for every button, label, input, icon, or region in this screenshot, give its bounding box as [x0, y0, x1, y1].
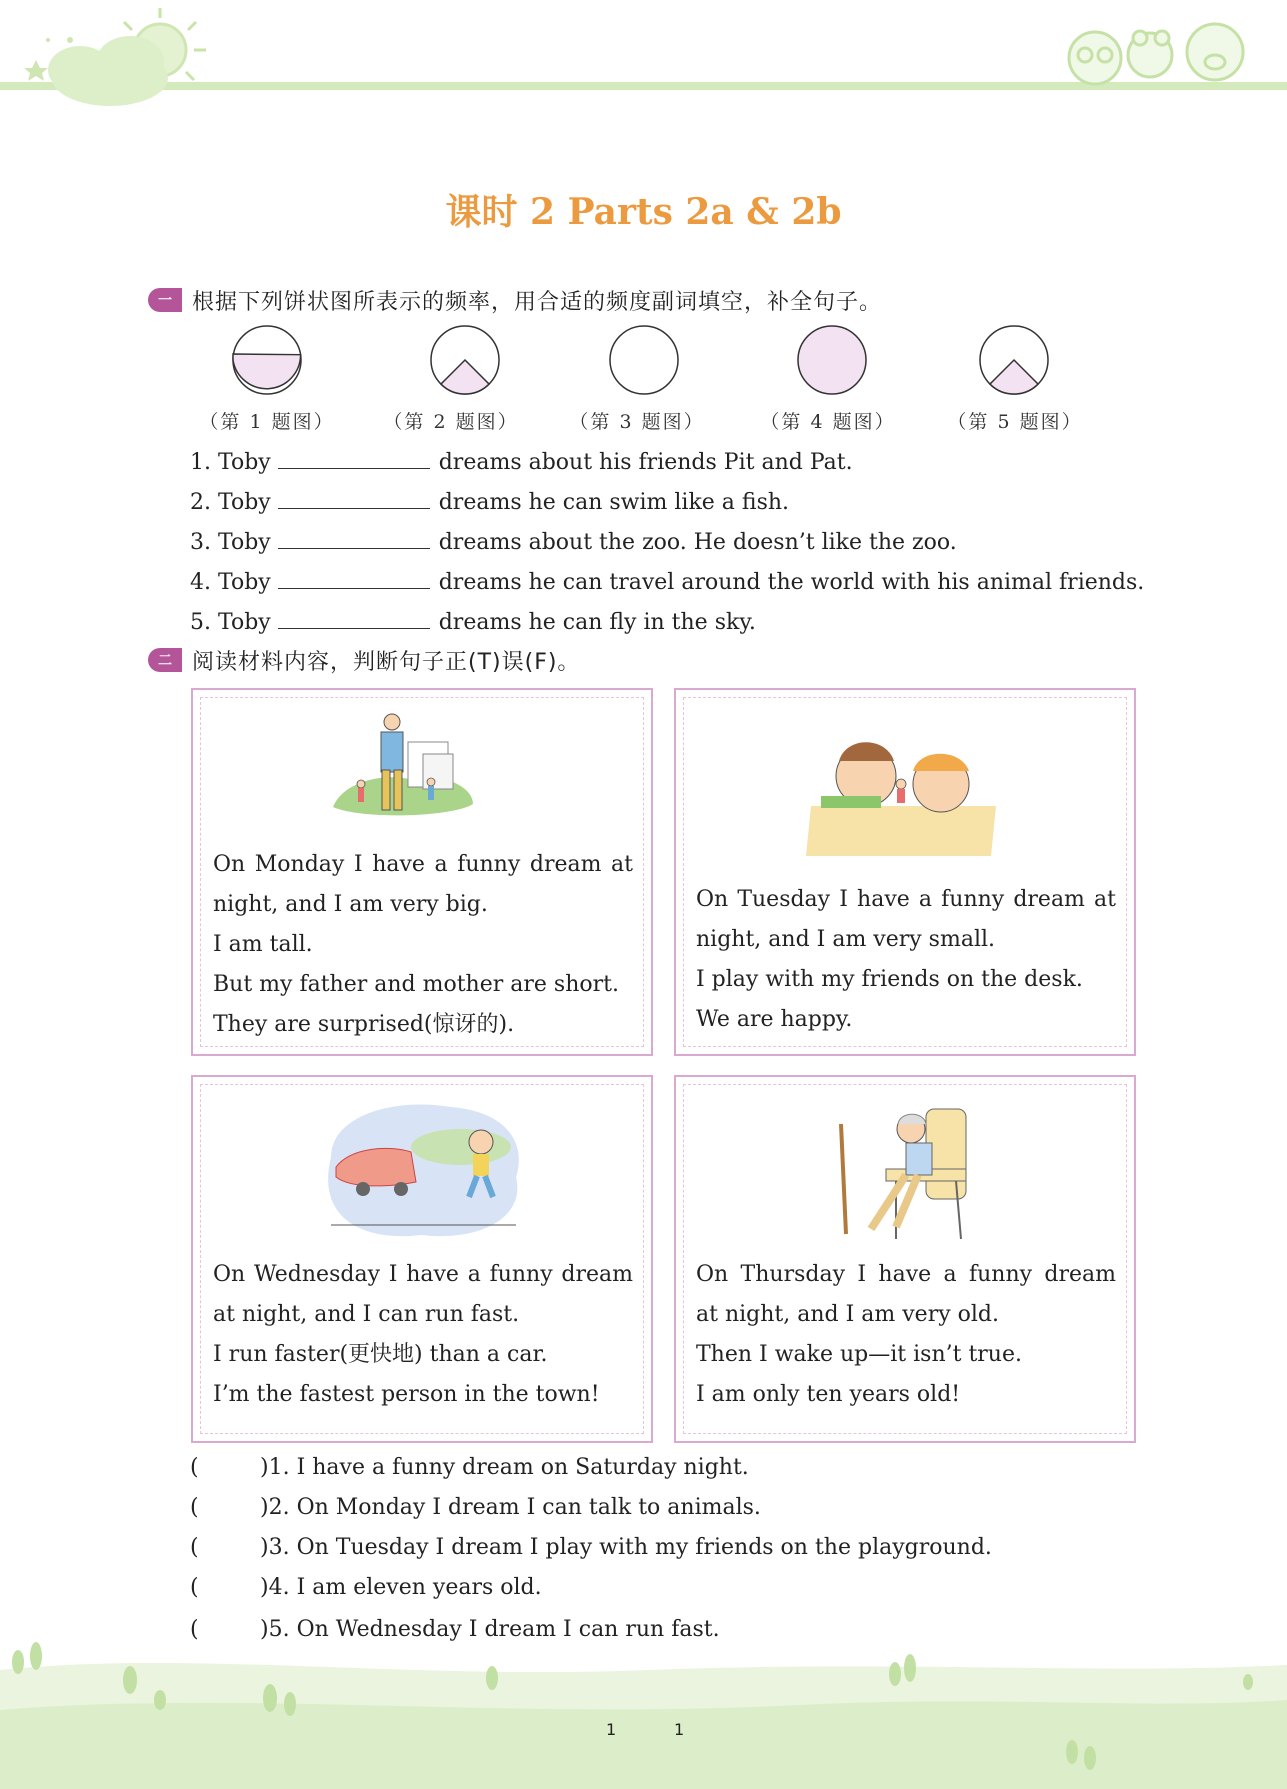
- pie-chart-4: [798, 326, 866, 394]
- pie-charts: [0, 318, 1287, 404]
- card-wednesday-line-1: On Wednesday I have a funny dream: [213, 1262, 633, 1287]
- card-thursday-line-2: at night, and I am very old.: [696, 1302, 999, 1327]
- card-tuesday-line-4: We are happy.: [696, 1007, 853, 1032]
- tf-answer-3[interactable]: (: [190, 1535, 199, 1560]
- card-wednesday-line-4: I’m the fastest person in the town!: [213, 1382, 600, 1407]
- reading-card-monday: [191, 688, 653, 1056]
- sentence-2-text: dreams he can swim like a fish.: [438, 490, 790, 515]
- page-number-right: 1: [674, 1720, 685, 1739]
- sentence-3: [190, 526, 957, 556]
- pie-caption-1: （第 1 题图）: [199, 411, 335, 433]
- footer-landscape: [0, 1640, 1287, 1789]
- tf-question-3-text: )3. On Tuesday I dream I play with my friends on the playground.: [260, 1535, 992, 1560]
- sentence-2-blank[interactable]: [278, 486, 430, 509]
- sentence-5-number: 5. Toby: [190, 610, 271, 635]
- sentence-5-text: dreams he can fly in the sky.: [438, 610, 756, 635]
- pie-chart-5: [980, 326, 1048, 394]
- pie-chart-2: [431, 326, 499, 394]
- pie-caption-3: （第 3 题图）: [569, 411, 705, 433]
- page-number-left: 1: [606, 1720, 617, 1739]
- card-monday-text: [213, 845, 633, 1045]
- card-thursday-line-1: On Thursday I have a funny dream: [696, 1262, 1116, 1287]
- sentence-3-number: 3. Toby: [190, 530, 271, 555]
- card-wednesday-text: [213, 1255, 633, 1415]
- sentence-1-number: 1. Toby: [190, 450, 271, 475]
- sentence-5-blank[interactable]: [278, 606, 430, 629]
- old-man-illustration: [826, 1099, 986, 1249]
- tf-question-1: [190, 1455, 749, 1485]
- tf-question-5-text: )5. On Wednesday I dream I can run fast.: [260, 1617, 720, 1642]
- pie-caption-4: （第 4 题图）: [760, 411, 896, 433]
- reading-card-wednesday: [191, 1075, 653, 1443]
- pie-caption-5: （第 5 题图）: [947, 411, 1083, 433]
- card-wednesday-line-3: I run faster(更快地) than a car.: [213, 1342, 548, 1367]
- tf-question-4: [190, 1575, 542, 1605]
- sentence-4-blank[interactable]: [278, 566, 430, 589]
- card-monday-line-1: On Monday I have a funny dream at: [213, 852, 633, 877]
- section-2-header: [148, 644, 580, 676]
- card-monday-line-5: They are surprised(惊讶的).: [213, 1012, 515, 1037]
- section-2-badge: 二: [148, 648, 182, 672]
- card-tuesday-line-1: On Tuesday I have a funny dream at: [696, 887, 1116, 912]
- sentence-4-text: dreams he can travel around the world with his animal friends.: [438, 570, 1145, 595]
- reading-card-thursday: [674, 1075, 1136, 1443]
- sentence-4: [190, 566, 1144, 596]
- tf-question-1-text: )1. I have a funny dream on Saturday night.: [260, 1455, 749, 1480]
- sentence-1-blank[interactable]: [278, 446, 430, 469]
- tf-answer-1[interactable]: (: [190, 1455, 199, 1480]
- card-tuesday-text: [696, 880, 1116, 1040]
- pie-chart-3: [610, 326, 678, 394]
- card-monday-line-3: I am tall.: [213, 932, 313, 957]
- header-decoration: [0, 0, 1287, 120]
- page-title: 课时 2 Parts 2a & 2b: [445, 191, 842, 233]
- section-1-badge: 一: [148, 288, 182, 312]
- reading-card-tuesday: [674, 688, 1136, 1056]
- tf-answer-5[interactable]: (: [190, 1617, 199, 1642]
- card-monday-line-2: night, and I am very big.: [213, 892, 488, 917]
- card-thursday-line-3: Then I wake up—it isn’t true.: [696, 1342, 1022, 1367]
- card-tuesday-line-2: night, and I am very small.: [696, 927, 996, 952]
- tf-question-4-text: )4. I am eleven years old.: [260, 1575, 542, 1600]
- section-1-header: [148, 284, 882, 316]
- pie-caption-2: （第 2 题图）: [383, 411, 519, 433]
- tf-answer-4[interactable]: (: [190, 1575, 199, 1600]
- card-monday-line-4: But my father and mother are short.: [213, 972, 619, 997]
- running-boy-illustration: [311, 1097, 533, 1243]
- giant-boy-illustration: [323, 712, 483, 822]
- section-1-instruction: 根据下列饼状图所表示的频率，用合适的频度副词填空，补全句子。: [192, 289, 883, 315]
- card-thursday-text: [696, 1255, 1116, 1415]
- tf-question-2: [190, 1495, 761, 1525]
- sentence-3-blank[interactable]: [278, 526, 430, 549]
- tf-question-2-text: )2. On Monday I dream I can talk to animals.: [260, 1495, 761, 1520]
- animal-faces-icon: [1069, 24, 1243, 84]
- sentence-4-number: 4. Toby: [190, 570, 271, 595]
- tf-question-3: [190, 1535, 992, 1565]
- card-thursday-line-4: I am only ten years old!: [696, 1382, 961, 1407]
- section-2-instruction: 阅读材料内容，判断句子正(T)误(F)。: [192, 649, 581, 675]
- sentence-1: [190, 446, 853, 476]
- cloud-icon: [48, 36, 168, 106]
- card-wednesday-line-2: at night, and I can run fast.: [213, 1302, 520, 1327]
- sentence-3-text: dreams about the zoo. He doesn’t like the zoo.: [438, 530, 957, 555]
- tf-answer-2[interactable]: (: [190, 1495, 199, 1520]
- sentence-2: [190, 486, 789, 516]
- sentence-5: [190, 606, 756, 636]
- sentence-1-text: dreams about his friends Pit and Pat.: [438, 450, 853, 475]
- sentence-2-number: 2. Toby: [190, 490, 271, 515]
- pie-chart-1: [233, 326, 301, 394]
- tiny-boy-illustration: [801, 726, 1001, 862]
- card-tuesday-line-3: I play with my friends on the desk.: [696, 967, 1083, 992]
